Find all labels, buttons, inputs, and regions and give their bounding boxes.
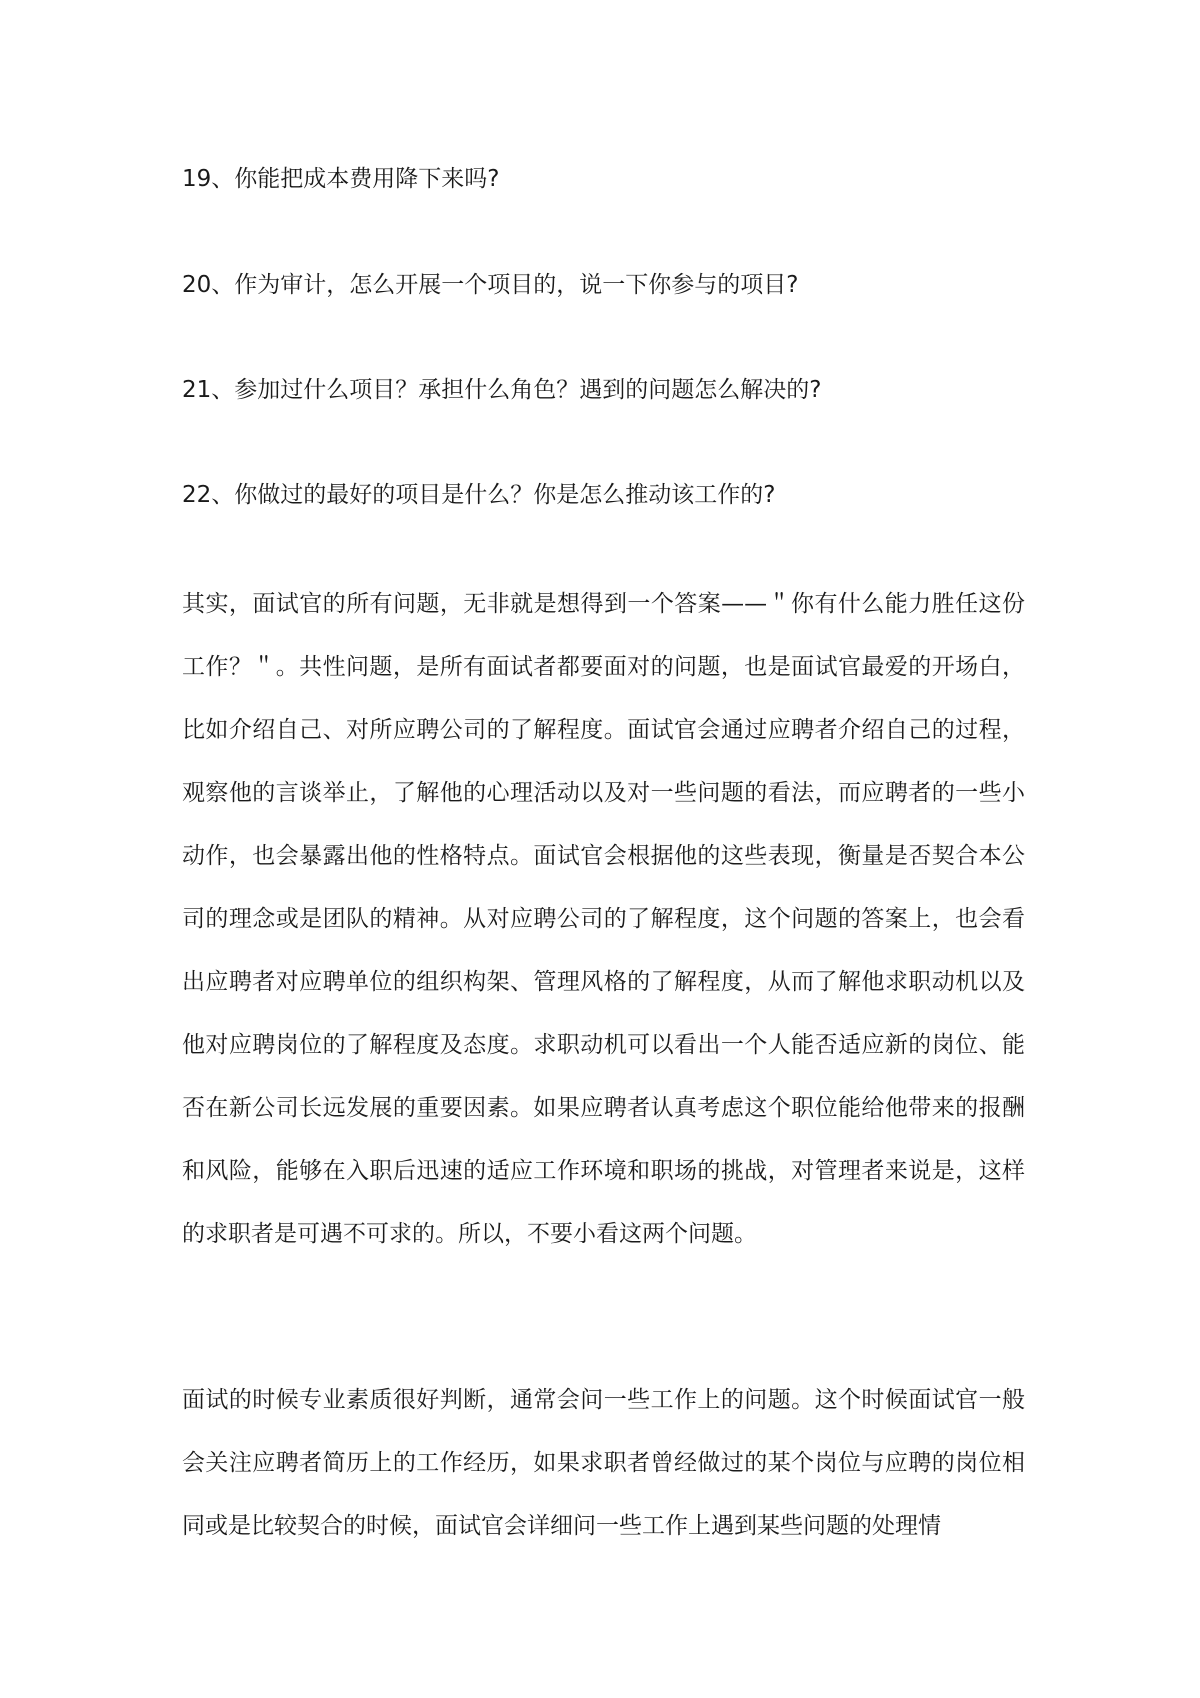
- question-19: 19、你能把成本费用降下来吗?: [182, 166, 500, 192]
- paragraph-general-questions: 其实，面试官的所有问题，无非就是想得到一个答案——＂你有什么能力胜任这份工作？＂。共性问题，是所有面试者都要面对的问题，也是面试官最爱的开场白，比如介绍自己、对所应聘公司的了解程度。面试官会通过应聘者介绍自己的过程，观察他的言谈举止，了解他的心理活动以及对一些问题的看法，而应聘者的一些小动作，也会暴露出他的性格特点。面试官会根据他的这些表现，衡量是否契合本公司的理念或是团队的精神。从对应聘公司的了解程度，这个问题的答案上，也会看出应聘者对应聘单位的组织构架、管理风格的了解程度，从而了解他求职动机以及他对应聘岗位的了解程度及态度。求职动机可以看出一个人能否适应新的岗位、能否在新公司长远发展的重要因素。如果应聘者认真考虑这个职位能给他带来的报酬和风险，能够在入职后迅速的适应工作环境和职场的挑战，对管理者来说是，这样的求职者是可遇不可求的。所以，不要小看这两个问题。: [182, 591, 1025, 1247]
- paragraph-professional-quality: 面试的时候专业素质很好判断，通常会问一些工作上的问题。这个时候面试官一般会关注应聘者简历上的工作经历，如果求职者曾经做过的某个岗位与应聘的岗位相同或是比较契合的时候，面试官会详细问一些工作上遇到某些问题的处理情: [182, 1387, 1025, 1539]
- question-20: 20、作为审计，怎么开展一个项目的，说一下你参与的项目?: [182, 272, 799, 298]
- question-21: 21、参加过什么项目？承担什么角色？遇到的问题怎么解决的?: [182, 377, 822, 403]
- question-22: 22、你做过的最好的项目是什么？你是怎么推动该工作的?: [182, 482, 776, 508]
